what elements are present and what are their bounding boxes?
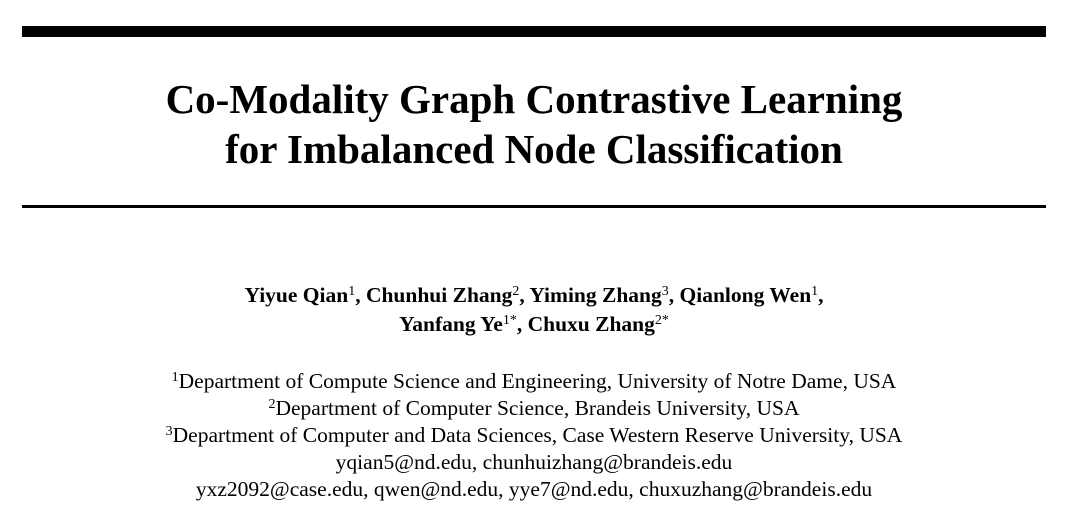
author-affil-mark: 1* xyxy=(502,313,517,328)
author-affil-mark: 2* xyxy=(654,313,669,328)
affiliation-text: Department of Computer Science, Brandeis University, USA xyxy=(275,396,800,420)
affiliation-mark: 3 xyxy=(165,424,173,439)
affiliation-mark: 1 xyxy=(171,370,179,385)
paper-title xyxy=(22,74,1046,174)
title-line-2: for Imbalanced Node Classification xyxy=(225,126,843,172)
author-name: Yiyue Qian xyxy=(244,283,349,307)
top-rule xyxy=(22,26,1046,37)
author-name: Chunhui Zhang xyxy=(365,283,513,307)
email-line: yxz2092@case.edu, qwen@nd.edu, yye7@nd.edu, chuxuzhang@brandeis.edu xyxy=(195,477,873,501)
author-affil-mark: 1 xyxy=(811,284,819,299)
affiliation-text: Department of Computer and Data Sciences, Case Western Reserve University, USA xyxy=(172,423,903,447)
author-line-1 xyxy=(22,281,1046,310)
author-name: Qianlong Wen xyxy=(679,283,812,307)
title-line-1: Co-Modality Graph Contrastive Learning xyxy=(165,76,903,122)
email-line: yqian5@nd.edu, chunhuizhang@brandeis.edu xyxy=(335,450,733,474)
author-line-2 xyxy=(22,310,1046,339)
author-separator: , xyxy=(355,283,366,307)
author-name: Chuxu Zhang xyxy=(527,312,655,336)
author-affil-mark: 3 xyxy=(661,284,669,299)
author-name: Yiming Zhang xyxy=(529,283,662,307)
author-separator: , xyxy=(668,283,680,307)
affiliation-line xyxy=(22,422,1046,449)
author-name: Yanfang Ye xyxy=(399,312,503,336)
affiliation-line xyxy=(22,368,1046,395)
author-separator: , xyxy=(519,283,530,307)
title-bottom-rule xyxy=(22,205,1046,208)
author-separator: , xyxy=(516,312,528,336)
affiliations-block xyxy=(22,368,1046,503)
author-separator: , xyxy=(818,283,824,307)
affiliation-text: Department of Compute Science and Engineering, University of Notre Dame, USA xyxy=(178,369,897,393)
affiliation-mark: 2 xyxy=(268,397,276,412)
affiliation-line xyxy=(22,395,1046,422)
author-affil-mark: 2 xyxy=(512,284,520,299)
author-affil-mark: 1 xyxy=(348,284,356,299)
author-list xyxy=(22,281,1046,339)
